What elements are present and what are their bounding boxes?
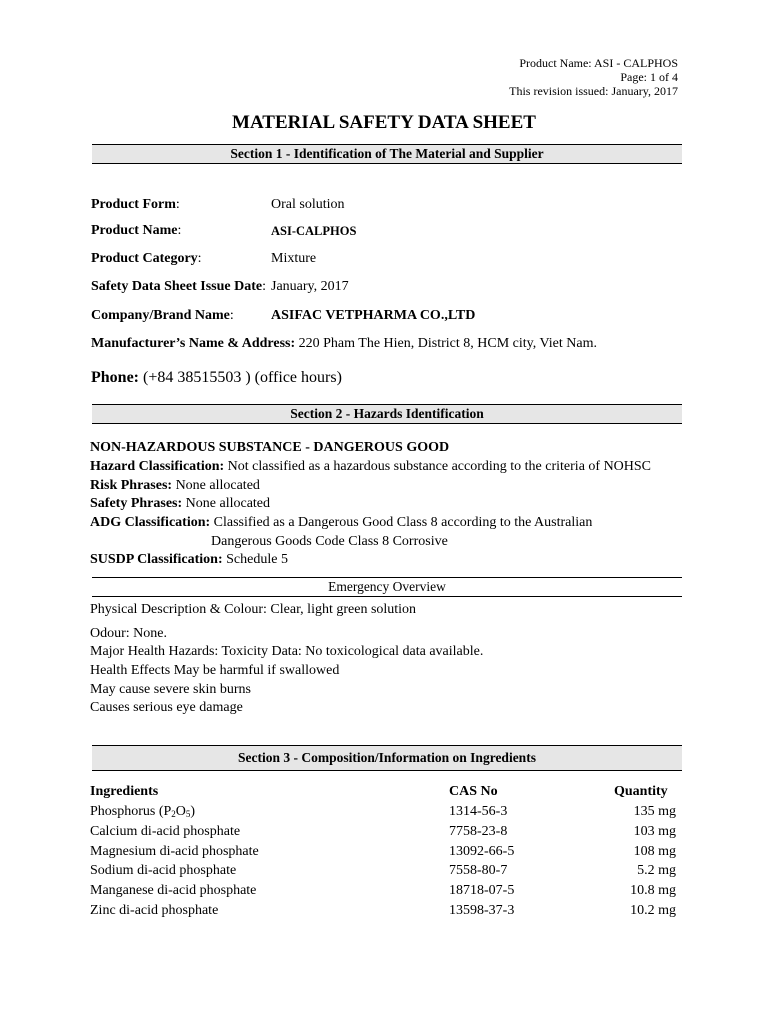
phone-label: Phone:: [91, 369, 139, 386]
susdp-classification-label: SUSDP Classification:: [90, 552, 223, 567]
phone-number: (+84 38515503 ) (office hours): [143, 369, 342, 386]
ingredient-name: Calcium di-acid phosphate: [90, 824, 241, 839]
section-1-heading: Section 1 - Identification of The Material and Supplier: [92, 144, 682, 164]
physical-description: Physical Description & Colour: Clear, light green solution: [90, 602, 417, 617]
ingredient-cas: 13092-66-5: [449, 844, 515, 859]
ingredient-quantity: 108 mg: [633, 844, 676, 859]
ingredient-cas: 7758-23-8: [449, 824, 508, 839]
column-header-ingredients: Ingredients: [90, 784, 159, 799]
susdp-classification-line: [90, 551, 288, 568]
phone-line: [91, 368, 342, 387]
safety-phrases-value: None allocated: [185, 496, 271, 511]
odour: Odour: None.: [90, 626, 167, 641]
section-2-heading: Section 2 - Hazards Identification: [92, 404, 682, 424]
section-3-heading: Section 3 - Composition/Information on Ingredients: [92, 745, 682, 771]
ingredient-quantity: 10.2 mg: [630, 903, 676, 918]
field-product-name-label: Product Name:: [91, 223, 182, 238]
adg-classification-line: [90, 514, 592, 531]
ingredient-cas: 18718-07-5: [449, 883, 515, 898]
hazard-classification-line: [90, 458, 651, 475]
emergency-overview-heading: Emergency Overview: [92, 577, 682, 597]
adg-classification-continuation: Dangerous Goods Code Class 8 Corrosive: [211, 534, 448, 549]
adg-classification-label: ADG Classification:: [90, 515, 211, 530]
ingredient-name: Zinc di-acid phosphate: [90, 903, 219, 918]
hazard-classification-value: Not classified as a hazardous substance according to the criteria of NOHSC: [227, 459, 652, 474]
column-header-cas-no: CAS No: [449, 784, 498, 799]
safety-phrases-label: Safety Phrases:: [90, 496, 183, 511]
manufacturer-line: [91, 335, 597, 352]
risk-phrases-label: Risk Phrases:: [90, 478, 173, 493]
safety-phrases-line: [90, 495, 270, 512]
field-product-category-value: Mixture: [271, 251, 317, 266]
susdp-classification-value: Schedule 5: [226, 552, 288, 567]
header-revision-date: This revision issued: January, 2017: [509, 84, 678, 98]
ingredient-name: Manganese di-acid phosphate: [90, 883, 257, 898]
field-issue-date-label: Safety Data Sheet Issue Date:: [91, 279, 266, 294]
major-health-hazards: Major Health Hazards: Toxicity Data: No toxicological data available.: [90, 644, 484, 659]
ingredient-quantity: 135 mg: [633, 804, 676, 819]
hazard-classification-label: Hazard Classification:: [90, 459, 225, 474]
ingredient-name: Magnesium di-acid phosphate: [90, 844, 259, 859]
ingredient-quantity: 5.2 mg: [637, 863, 676, 878]
ingredient-cas: 13598-37-3: [449, 903, 515, 918]
field-product-form-label: Product Form:: [91, 197, 180, 212]
skin-warning: May cause severe skin burns: [90, 682, 251, 697]
manufacturer-address: 220 Pham The Hien, District 8, HCM city, Viet Nam.: [298, 336, 597, 351]
header-page-number: Page: 1 of 4: [620, 70, 678, 84]
ingredient-name: Sodium di-acid phosphate: [90, 863, 237, 878]
ingredient-cas: 1314-56-3: [449, 804, 508, 819]
field-product-form-value: Oral solution: [271, 197, 345, 212]
field-issue-date-value: January, 2017: [271, 279, 349, 294]
document-title: MATERIAL SAFETY DATA SHEET: [232, 112, 536, 133]
ingredient-quantity: 103 mg: [633, 824, 676, 839]
manufacturer-label: Manufacturer’s Name & Address:: [91, 336, 296, 351]
field-product-name-value: ASI-CALPHOS: [271, 224, 357, 238]
health-effects: Health Effects May be harmful if swallowed: [90, 663, 340, 678]
ingredient-cas: 7558-80-7: [449, 863, 508, 878]
field-company-label: Company/Brand Name:: [91, 308, 234, 323]
field-company-value: ASIFAC VETPHARMA CO.,LTD: [271, 308, 476, 323]
column-header-quantity: Quantity: [614, 784, 668, 799]
ingredient-quantity: 10.8 mg: [630, 883, 676, 898]
eye-warning: Causes serious eye damage: [90, 700, 243, 715]
hazard-status: NON-HAZARDOUS SUBSTANCE - DANGEROUS GOOD: [90, 440, 450, 455]
header-product-name: Product Name: ASI - CALPHOS: [519, 56, 678, 70]
adg-classification-value: Classified as a Dangerous Good Class 8 according to the Australian: [213, 515, 593, 530]
risk-phrases-value: None allocated: [175, 478, 260, 493]
field-product-category-label: Product Category:: [91, 251, 202, 266]
ingredient-name: Phosphorus $(P_2O_5)$: [90, 804, 196, 819]
risk-phrases-line: [90, 477, 260, 494]
